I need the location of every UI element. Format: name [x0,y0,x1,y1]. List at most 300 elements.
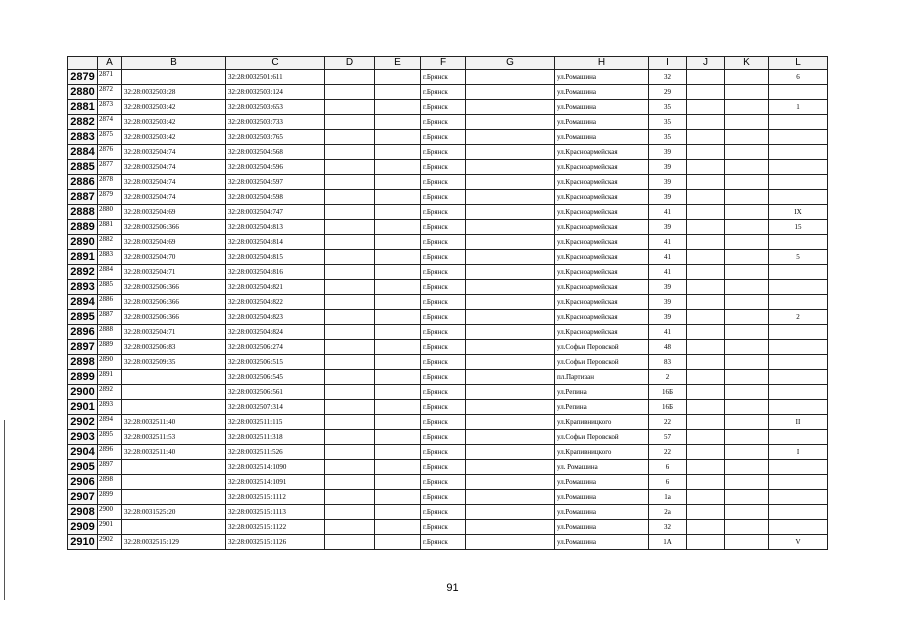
cell-b[interactable]: 32:28:0032504:74 [122,190,226,205]
cell-f[interactable]: г.Брянск [421,145,466,160]
cell-l[interactable]: 5 [769,250,828,265]
cell-c[interactable]: 32:28:0032506:561 [226,385,325,400]
cell-f[interactable]: г.Брянск [421,160,466,175]
cell-h[interactable]: ул.Ромашина [555,520,649,535]
row-number[interactable]: 2892 [68,265,98,280]
cell-b[interactable] [122,385,226,400]
cell-e[interactable] [375,370,421,385]
cell-c[interactable]: 32:28:0032503:733 [226,115,325,130]
cell-a[interactable]: 2900 [98,505,122,520]
cell-i[interactable]: 32 [649,520,687,535]
cell-c[interactable]: 32:28:0032504:747 [226,205,325,220]
row-number[interactable]: 2882 [68,115,98,130]
cell-c[interactable]: 32:28:0032511:318 [226,430,325,445]
cell-c[interactable]: 32:28:0032504:568 [226,145,325,160]
row-number[interactable]: 2888 [68,205,98,220]
cell-c[interactable]: 32:28:0032504:813 [226,220,325,235]
cell-b[interactable]: 32:28:0032504:69 [122,235,226,250]
cell-c[interactable]: 32:28:0032503:653 [226,100,325,115]
cell-i[interactable]: 32 [649,70,687,85]
cell-g[interactable] [466,145,555,160]
cell-g[interactable] [466,400,555,415]
cell-j[interactable] [687,325,725,340]
cell-i[interactable]: 39 [649,190,687,205]
cell-c[interactable]: 32:28:0032511:115 [226,415,325,430]
cell-l[interactable]: V [769,535,828,550]
cell-a[interactable]: 2899 [98,490,122,505]
cell-e[interactable] [375,100,421,115]
cell-g[interactable] [466,445,555,460]
cell-d[interactable] [325,205,375,220]
cell-g[interactable] [466,250,555,265]
cell-b[interactable]: 32:28:0032506:366 [122,295,226,310]
cell-l[interactable] [769,520,828,535]
cell-h[interactable]: ул.Ромашина [555,475,649,490]
cell-g[interactable] [466,310,555,325]
cell-i[interactable]: 39 [649,295,687,310]
cell-b[interactable]: 32:28:0032503:42 [122,130,226,145]
cell-g[interactable] [466,175,555,190]
cell-h[interactable]: ул.Красноармейская [555,235,649,250]
row-number[interactable]: 2909 [68,520,98,535]
column-header-g[interactable]: G [466,57,555,70]
cell-e[interactable] [375,130,421,145]
row-number[interactable]: 2881 [68,100,98,115]
row-number[interactable]: 2885 [68,160,98,175]
cell-g[interactable] [466,325,555,340]
cell-i[interactable]: 35 [649,130,687,145]
cell-c[interactable]: 32:28:0032506:274 [226,340,325,355]
cell-d[interactable] [325,520,375,535]
cell-j[interactable] [687,250,725,265]
cell-h[interactable]: ул.Софьи Перовской [555,340,649,355]
cell-i[interactable]: 22 [649,415,687,430]
cell-b[interactable]: 32:28:0032504:69 [122,205,226,220]
cell-g[interactable] [466,130,555,145]
cell-e[interactable] [375,430,421,445]
cell-c[interactable]: 32:28:0032511:526 [226,445,325,460]
cell-a[interactable]: 2902 [98,535,122,550]
cell-c[interactable]: 32:28:0032504:597 [226,175,325,190]
cell-k[interactable] [725,415,769,430]
cell-c[interactable]: 32:28:0032503:765 [226,130,325,145]
cell-e[interactable] [375,490,421,505]
row-number[interactable]: 2889 [68,220,98,235]
cell-f[interactable]: г.Брянск [421,355,466,370]
cell-l[interactable]: 2 [769,310,828,325]
cell-a[interactable]: 2873 [98,100,122,115]
cell-l[interactable]: IX [769,205,828,220]
cell-l[interactable] [769,160,828,175]
cell-i[interactable]: 39 [649,220,687,235]
cell-l[interactable]: 1 [769,100,828,115]
cell-j[interactable] [687,460,725,475]
cell-a[interactable]: 2885 [98,280,122,295]
cell-j[interactable] [687,340,725,355]
cell-j[interactable] [687,475,725,490]
cell-a[interactable]: 2893 [98,400,122,415]
cell-g[interactable] [466,490,555,505]
cell-h[interactable]: ул.Красноармейская [555,145,649,160]
cell-l[interactable] [769,190,828,205]
cell-j[interactable] [687,265,725,280]
cell-h[interactable]: ул.Красноармейская [555,265,649,280]
column-header-f[interactable]: F [421,57,466,70]
cell-j[interactable] [687,505,725,520]
cell-h[interactable]: ул.Репина [555,385,649,400]
cell-g[interactable] [466,295,555,310]
cell-a[interactable]: 2892 [98,385,122,400]
cell-e[interactable] [375,340,421,355]
cell-h[interactable]: ул.Софьи Перовской [555,430,649,445]
cell-c[interactable]: 32:28:0032504:823 [226,310,325,325]
cell-i[interactable]: 41 [649,235,687,250]
cell-l[interactable]: I [769,445,828,460]
cell-k[interactable] [725,535,769,550]
cell-j[interactable] [687,160,725,175]
cell-b[interactable]: 32:28:0032503:42 [122,100,226,115]
cell-i[interactable]: 2 [649,370,687,385]
cell-h[interactable]: ул. Ромашина [555,460,649,475]
cell-d[interactable] [325,475,375,490]
cell-e[interactable] [375,115,421,130]
cell-b[interactable]: 32:28:0032509:35 [122,355,226,370]
cell-e[interactable] [375,220,421,235]
cell-k[interactable] [725,205,769,220]
cell-e[interactable] [375,85,421,100]
cell-l[interactable] [769,235,828,250]
column-header-b[interactable]: B [122,57,226,70]
cell-d[interactable] [325,490,375,505]
cell-c[interactable]: 32:28:0032504:821 [226,280,325,295]
cell-e[interactable] [375,415,421,430]
cell-k[interactable] [725,340,769,355]
cell-a[interactable]: 2884 [98,265,122,280]
cell-f[interactable]: г.Брянск [421,190,466,205]
cell-j[interactable] [687,310,725,325]
cell-e[interactable] [375,265,421,280]
cell-f[interactable]: г.Брянск [421,430,466,445]
row-number[interactable]: 2879 [68,70,98,85]
cell-l[interactable]: II [769,415,828,430]
cell-h[interactable]: ул.Ромашина [555,100,649,115]
cell-b[interactable] [122,520,226,535]
cell-l[interactable] [769,280,828,295]
cell-f[interactable]: г.Брянск [421,370,466,385]
cell-d[interactable] [325,220,375,235]
cell-i[interactable]: 39 [649,310,687,325]
cell-a[interactable]: 2887 [98,310,122,325]
cell-k[interactable] [725,160,769,175]
cell-k[interactable] [725,145,769,160]
column-header-d[interactable]: D [325,57,375,70]
cell-l[interactable] [769,340,828,355]
row-number[interactable]: 2880 [68,85,98,100]
cell-c[interactable]: 32:28:0032501:611 [226,70,325,85]
cell-l[interactable] [769,490,828,505]
cell-g[interactable] [466,190,555,205]
column-header-l[interactable]: L [769,57,828,70]
cell-l[interactable] [769,430,828,445]
cell-h[interactable]: ул.Репина [555,400,649,415]
cell-a[interactable]: 2879 [98,190,122,205]
cell-h[interactable]: ул.Ромашина [555,85,649,100]
cell-d[interactable] [325,160,375,175]
cell-g[interactable] [466,100,555,115]
cell-k[interactable] [725,370,769,385]
row-number[interactable]: 2907 [68,490,98,505]
cell-a[interactable]: 2891 [98,370,122,385]
cell-c[interactable]: 32:28:0032515:1126 [226,535,325,550]
cell-a[interactable]: 2883 [98,250,122,265]
cell-l[interactable] [769,460,828,475]
cell-g[interactable] [466,460,555,475]
cell-j[interactable] [687,115,725,130]
cell-f[interactable]: г.Брянск [421,205,466,220]
cell-e[interactable] [375,205,421,220]
cell-c[interactable]: 32:28:0032506:515 [226,355,325,370]
cell-c[interactable]: 32:28:0032515:1113 [226,505,325,520]
row-number[interactable]: 2894 [68,295,98,310]
cell-b[interactable]: 32:28:0032504:74 [122,175,226,190]
cell-a[interactable]: 2898 [98,475,122,490]
cell-i[interactable]: 57 [649,430,687,445]
cell-d[interactable] [325,235,375,250]
cell-b[interactable]: 32:28:0032506:83 [122,340,226,355]
cell-b[interactable]: 32:28:0032511:53 [122,430,226,445]
cell-e[interactable] [375,385,421,400]
cell-c[interactable]: 32:28:0032514:1091 [226,475,325,490]
cell-a[interactable]: 2890 [98,355,122,370]
cell-l[interactable] [769,295,828,310]
cell-j[interactable] [687,295,725,310]
cell-d[interactable] [325,85,375,100]
cell-j[interactable] [687,280,725,295]
cell-i[interactable]: 83 [649,355,687,370]
cell-g[interactable] [466,115,555,130]
cell-l[interactable]: 15 [769,220,828,235]
row-number[interactable]: 2891 [68,250,98,265]
column-header-j[interactable]: J [687,57,725,70]
cell-f[interactable]: г.Брянск [421,340,466,355]
cell-f[interactable]: г.Брянск [421,130,466,145]
cell-e[interactable] [375,175,421,190]
cell-h[interactable]: ул.Ромашина [555,115,649,130]
cell-f[interactable]: г.Брянск [421,325,466,340]
cell-c[interactable]: 32:28:0032504:815 [226,250,325,265]
cell-f[interactable]: г.Брянск [421,175,466,190]
cell-d[interactable] [325,385,375,400]
cell-h[interactable]: ул.Крапивницкого [555,415,649,430]
column-header-k[interactable]: K [725,57,769,70]
cell-k[interactable] [725,85,769,100]
cell-d[interactable] [325,535,375,550]
cell-h[interactable]: ул.Крапивницкого [555,445,649,460]
cell-k[interactable] [725,490,769,505]
cell-c[interactable]: 32:28:0032507:314 [226,400,325,415]
cell-b[interactable]: 32:28:0032503:42 [122,115,226,130]
cell-a[interactable]: 2876 [98,145,122,160]
cell-e[interactable] [375,355,421,370]
cell-d[interactable] [325,460,375,475]
cell-b[interactable]: 32:28:0032504:74 [122,160,226,175]
cell-j[interactable] [687,535,725,550]
cell-b[interactable]: 32:28:0032506:366 [122,220,226,235]
cell-f[interactable]: г.Брянск [421,250,466,265]
cell-h[interactable]: пл.Партизан [555,370,649,385]
cell-l[interactable] [769,385,828,400]
cell-f[interactable]: г.Брянск [421,265,466,280]
cell-f[interactable]: г.Брянск [421,535,466,550]
cell-a[interactable]: 2874 [98,115,122,130]
cell-f[interactable]: г.Брянск [421,235,466,250]
cell-j[interactable] [687,130,725,145]
cell-i[interactable]: 39 [649,160,687,175]
cell-b[interactable] [122,490,226,505]
cell-h[interactable]: ул.Софьи Перовской [555,355,649,370]
cell-d[interactable] [325,100,375,115]
cell-f[interactable]: г.Брянск [421,385,466,400]
cell-b[interactable]: 32:28:0032506:366 [122,280,226,295]
cell-d[interactable] [325,340,375,355]
cell-h[interactable]: ул.Красноармейская [555,220,649,235]
cell-c[interactable]: 32:28:0032515:1112 [226,490,325,505]
cell-j[interactable] [687,370,725,385]
cell-l[interactable] [769,130,828,145]
cell-j[interactable] [687,385,725,400]
cell-e[interactable] [375,235,421,250]
cell-h[interactable]: ул.Красноармейская [555,325,649,340]
cell-b[interactable]: 32:28:0032504:71 [122,325,226,340]
cell-e[interactable] [375,70,421,85]
row-number[interactable]: 2901 [68,400,98,415]
cell-k[interactable] [725,475,769,490]
cell-h[interactable]: ул.Красноармейская [555,160,649,175]
cell-b[interactable]: 32:28:0032504:70 [122,250,226,265]
cell-i[interactable]: 41 [649,205,687,220]
cell-f[interactable]: г.Брянск [421,475,466,490]
cell-c[interactable]: 32:28:0032503:124 [226,85,325,100]
cell-d[interactable] [325,370,375,385]
cell-k[interactable] [725,100,769,115]
cell-a[interactable]: 2881 [98,220,122,235]
cell-f[interactable]: г.Брянск [421,445,466,460]
cell-f[interactable]: г.Брянск [421,295,466,310]
cell-g[interactable] [466,505,555,520]
cell-f[interactable]: г.Брянск [421,520,466,535]
cell-d[interactable] [325,175,375,190]
cell-l[interactable] [769,505,828,520]
cell-l[interactable] [769,265,828,280]
cell-e[interactable] [375,190,421,205]
cell-d[interactable] [325,70,375,85]
cell-f[interactable]: г.Брянск [421,310,466,325]
cell-e[interactable] [375,250,421,265]
cell-k[interactable] [725,520,769,535]
cell-d[interactable] [325,355,375,370]
cell-h[interactable]: ул.Красноармейская [555,190,649,205]
cell-c[interactable]: 32:28:0032514:1090 [226,460,325,475]
cell-g[interactable] [466,70,555,85]
cell-d[interactable] [325,190,375,205]
cell-h[interactable]: ул.Красноармейская [555,250,649,265]
row-number[interactable]: 2900 [68,385,98,400]
cell-e[interactable] [375,535,421,550]
row-number[interactable]: 2902 [68,415,98,430]
cell-d[interactable] [325,145,375,160]
row-number[interactable]: 2896 [68,325,98,340]
cell-j[interactable] [687,190,725,205]
cell-h[interactable]: ул.Красноармейская [555,175,649,190]
column-header-c[interactable]: C [226,57,325,70]
cell-h[interactable]: ул.Ромашина [555,535,649,550]
row-number[interactable]: 2895 [68,310,98,325]
cell-l[interactable] [769,115,828,130]
cell-l[interactable] [769,175,828,190]
cell-j[interactable] [687,85,725,100]
cell-e[interactable] [375,460,421,475]
cell-c[interactable]: 32:28:0032504:814 [226,235,325,250]
cell-k[interactable] [725,115,769,130]
cell-i[interactable]: 16Б [649,385,687,400]
cell-g[interactable] [466,220,555,235]
cell-b[interactable]: 32:28:0032511:40 [122,415,226,430]
cell-f[interactable]: г.Брянск [421,280,466,295]
cell-f[interactable]: г.Брянск [421,505,466,520]
cell-f[interactable]: г.Брянск [421,220,466,235]
cell-g[interactable] [466,355,555,370]
cell-f[interactable]: г.Брянск [421,460,466,475]
cell-b[interactable] [122,70,226,85]
cell-g[interactable] [466,475,555,490]
cell-a[interactable]: 2880 [98,205,122,220]
cell-g[interactable] [466,385,555,400]
cell-j[interactable] [687,145,725,160]
cell-l[interactable] [769,355,828,370]
row-number[interactable]: 2890 [68,235,98,250]
cell-k[interactable] [725,175,769,190]
cell-b[interactable]: 32:28:0032503:28 [122,85,226,100]
cell-b[interactable]: 32:28:0031525:20 [122,505,226,520]
cell-c[interactable]: 32:28:0032504:598 [226,190,325,205]
cell-d[interactable] [325,400,375,415]
cell-a[interactable]: 2878 [98,175,122,190]
cell-g[interactable] [466,430,555,445]
cell-e[interactable] [375,520,421,535]
cell-j[interactable] [687,400,725,415]
cell-i[interactable]: 1А [649,535,687,550]
column-header-a[interactable]: A [98,57,122,70]
cell-g[interactable] [466,265,555,280]
cell-a[interactable]: 2871 [98,70,122,85]
cell-k[interactable] [725,400,769,415]
cell-c[interactable]: 32:28:0032504:824 [226,325,325,340]
cell-i[interactable]: 39 [649,145,687,160]
cell-k[interactable] [725,280,769,295]
cell-k[interactable] [725,70,769,85]
row-number[interactable]: 2906 [68,475,98,490]
cell-k[interactable] [725,295,769,310]
cell-j[interactable] [687,355,725,370]
cell-i[interactable]: 41 [649,250,687,265]
cell-g[interactable] [466,340,555,355]
cell-e[interactable] [375,400,421,415]
column-header-e[interactable]: E [375,57,421,70]
cell-l[interactable] [769,370,828,385]
row-number[interactable]: 2883 [68,130,98,145]
cell-d[interactable] [325,430,375,445]
cell-d[interactable] [325,310,375,325]
